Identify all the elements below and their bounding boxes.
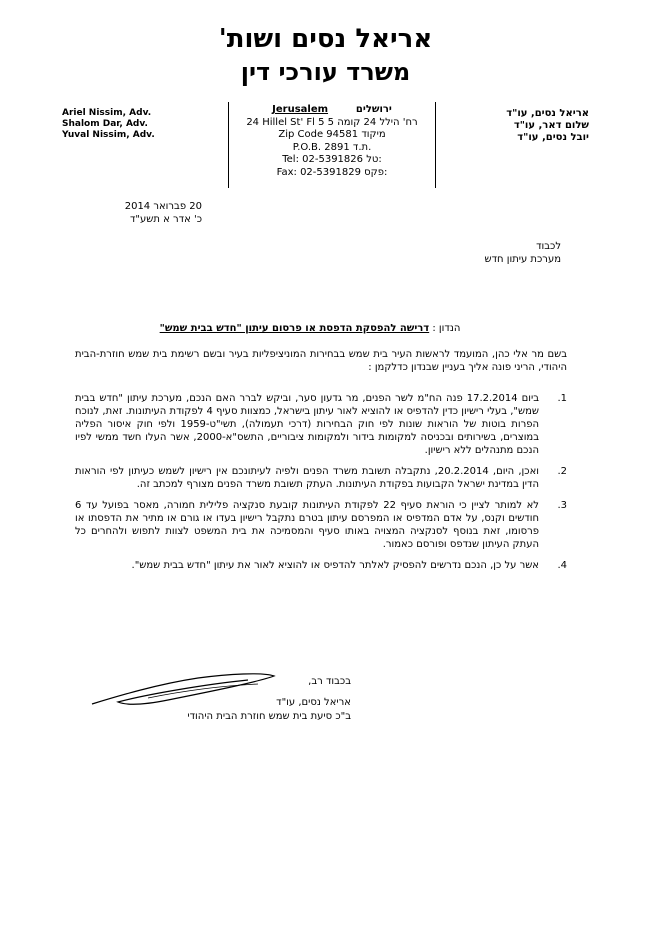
lawyer-he: יובל נסים, עו"ד — [517, 132, 589, 143]
subject-text: דרישה להפסקת הדפסת או פרסום עיתון "חדש בבית שמש" — [159, 323, 430, 334]
list-item — [75, 499, 567, 551]
firm-name: אריאל נסים ושות' — [218, 24, 433, 54]
item-text: ואכן, היום, 20.2.2014, נתקבלה תשובת משרד הפנים ולפיה לעיתונכם אין רישיון לשמש כעיתון לפי הוראות הדין במדינת ישראל הקבועות בפקודת העיתונות. העתק תשובת משרד הפנים מצורף למכתב זה. — [75, 466, 539, 490]
firm-type: משרד עורכי דין — [240, 58, 411, 86]
lawyer-en: Ariel Nissim, Adv. — [62, 108, 152, 118]
date-gregorian: 20 פברואר 2014 — [124, 201, 202, 212]
list-item — [75, 559, 567, 572]
office-city — [229, 104, 435, 117]
lawyer-he: אריאל נסים, עו"ד — [506, 108, 589, 119]
list-item — [75, 465, 567, 491]
date-hebrew: כ' אדר א תשע"ד — [129, 214, 202, 225]
office-zip: Zip Code 94581 מיקוד — [278, 129, 386, 140]
item-number: 4. — [557, 560, 567, 571]
numbered-list — [75, 392, 567, 580]
list-item — [75, 392, 567, 457]
subject-line — [80, 323, 540, 334]
lawyer-en: Yuval Nissim, Adv. — [62, 130, 155, 140]
recipient — [361, 240, 561, 266]
subject-label: הנדון : — [432, 323, 461, 334]
office-fax: Fax: 02-5391829 פקס: — [276, 166, 388, 178]
signer — [51, 696, 351, 724]
office-tel: Tel: 02-5391826 טל: — [282, 154, 382, 165]
item-text: לא למותר לציין כי הוראת סעיף 22 לפקודת העיתונות קובעת סנקציה פלילית חמורה, מאסר בפועל עד 6 חודשים וקנס, על אדם המדפיס או המפרסם עיתון בטרם נתקבל רישיון בעדו או גורם או מתיר את הדפסתו או פרסומו, זאת בנוסף לסנקציה המצויה באותו סעיף והמסמיכה את בית המשפט לצוות לתפוש ולהחרים כל העתק העיתון שנדפס ופורסם כאמור. — [75, 500, 539, 550]
item-text: ביום 17.2.2014 פנה הח"מ לשר הפנים, מר גדעון סער, וביקש לברר האם הנכם, מערכת עיתון "חדש בבית שמש", בעלי רישיון כדין להדפיס או להוציא לאור עיתון בישראל, כמצוות סעיף 4 לפקודת העיתונות. זאת, לנוכח הפרות בוטות של הוראות שונות לפי חוק הבחירות (דרכי תעמולה), תשי"ט-1959 ולפי חוק איסור הפליה במוצרים, בשירותים ובכניסה למקומות בידור ולמקומות ציבוריים, התשס"א-2000, אשר העלו חשד ממשי לפיו הנכם מתנהלים ללא רישיון. — [75, 393, 539, 456]
item-number: 3. — [557, 500, 567, 511]
signer-name: אריאל נסים, עו"ד — [276, 697, 351, 708]
recipient-salutation: לכבוד — [536, 241, 561, 252]
lawyer-he: שלום דאר, עו"ד — [513, 120, 589, 131]
lawyers-hebrew — [506, 108, 589, 144]
lawyer-en: Shalom Dar, Adv. — [62, 119, 148, 129]
closing: בכבוד רב, — [308, 676, 351, 687]
office-address: 24 Hillel St' Fl 5 רח' הילל 24 קומה 5 — [246, 116, 418, 128]
item-number: 2. — [557, 466, 567, 477]
item-text: אשר על כן, הנכם נדרשים להפסיק לאלתר להדפיס או להוציא לאור את עיתון "חדש בבית שמש". — [131, 560, 539, 571]
recipient-name: מערכת עיתון חדש — [484, 254, 561, 265]
city-he: ירושלים — [355, 104, 392, 115]
office-pob: P.O.B. 2891 ת.ד. — [292, 141, 372, 153]
office-details — [228, 102, 436, 188]
item-number: 1. — [557, 393, 567, 404]
lawyers-english — [62, 108, 155, 141]
letter-date — [92, 200, 202, 226]
city-en: Jerusalem — [272, 104, 329, 115]
intro-paragraph: בשם מר אלי כהן, המועמד לראשות העיר בית שמש בבחירות המוניציפליות בעיר ובשם רשימת בית שמש חוזרת-הבית היהודי, הריני פונה אליך בעניין שבנדון כדלקמן : — [75, 349, 567, 373]
signer-role: ב"כ סיעת בית שמש חוזרת הבית היהודי — [187, 711, 351, 722]
